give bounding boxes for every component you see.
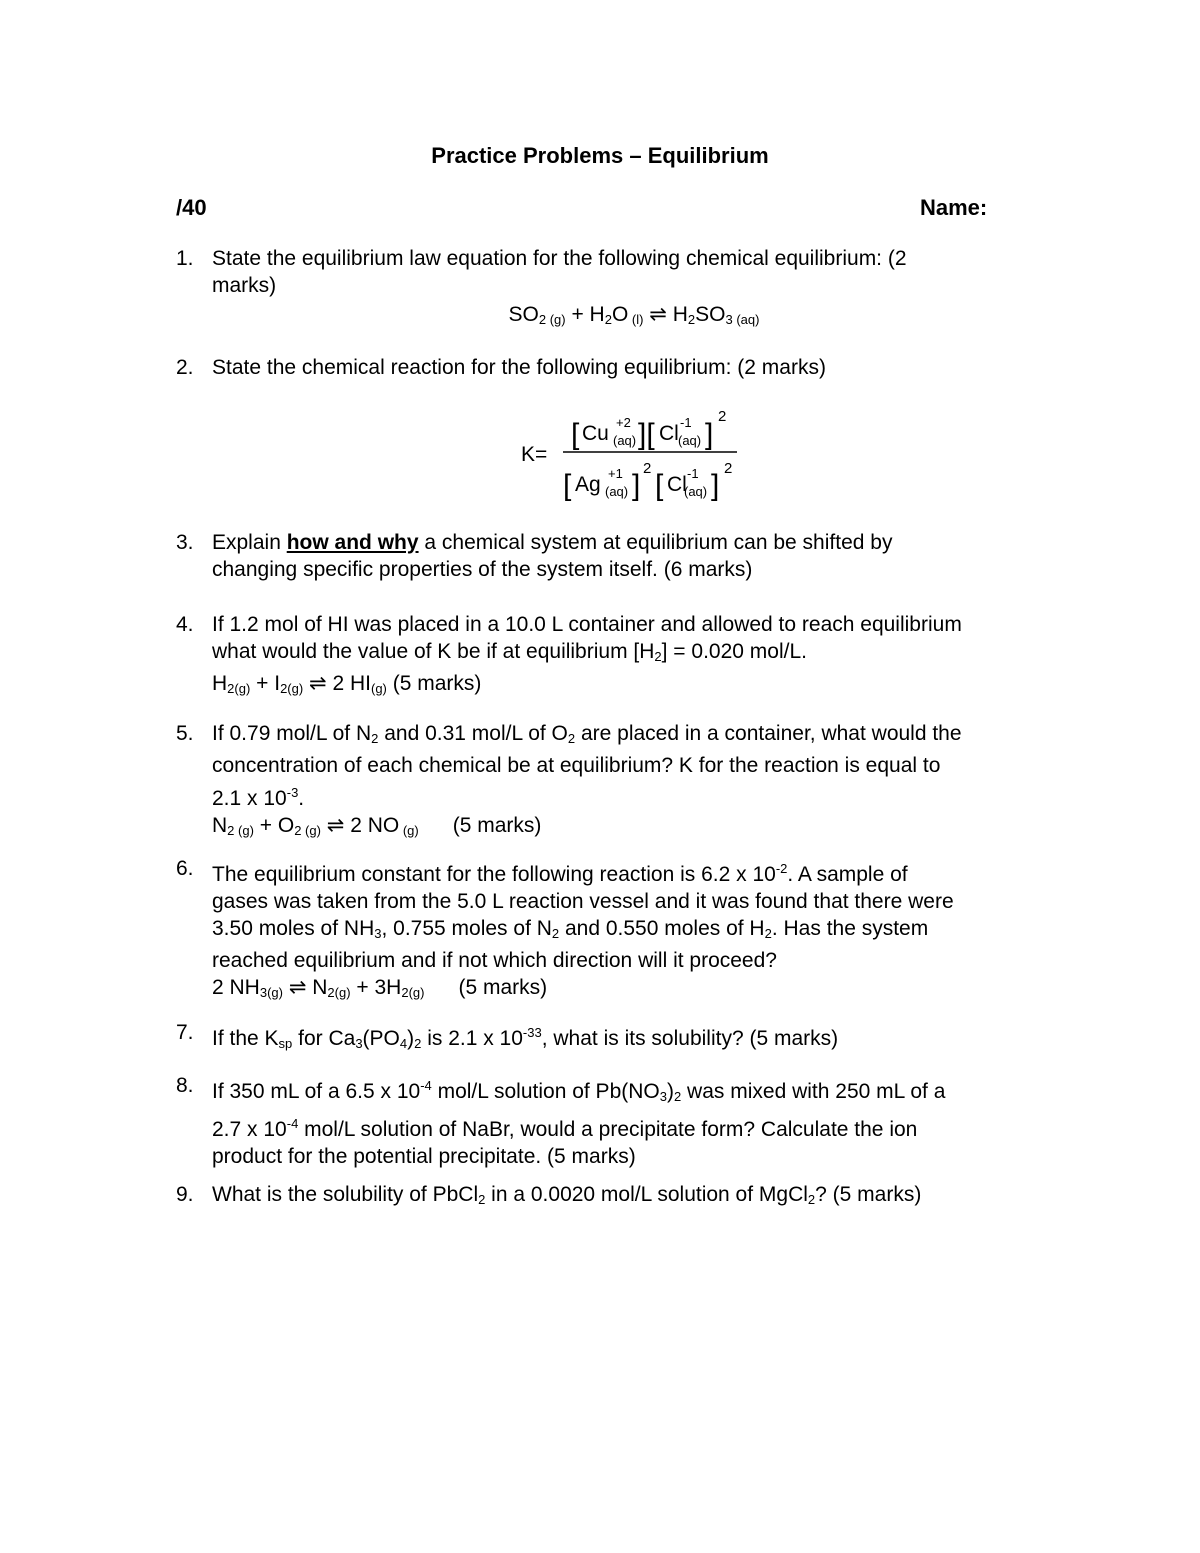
question-text: If the $K_{sp}$ for $Ca_3(PO_4)_2$ is 2.1 x $10^{-33}$, what is its solubility? (5 marks) bbox=[212, 1025, 839, 1051]
question-number: 9. bbox=[176, 1183, 194, 1206]
cu-symbol: Cu bbox=[582, 422, 609, 445]
question-number: 4. bbox=[176, 613, 194, 636]
question-text: marks) bbox=[212, 274, 277, 297]
cl-state: (aq) bbox=[678, 433, 702, 448]
question-7 bbox=[176, 1019, 1076, 1057]
bracket: ][ bbox=[638, 418, 655, 451]
question-5 bbox=[176, 720, 1076, 844]
question-text: product for the potential precipitate. (5 marks) bbox=[212, 1145, 636, 1168]
equation-q5: $N_{2 (g)} + O_{2 (g)}$ ⇌ 2 NO $_{(g)}$ (5 marks) bbox=[212, 814, 542, 838]
question-text: 3.50 moles of $NH_3$, 0.755 moles of $N_2$ and 0.550 moles of $H_2$. Has the system bbox=[212, 917, 929, 941]
equation-q6: 2 $NH_{3(g)}$ ⇌ $N_{2(g)} + 3H_{2(g)}$ (5 marks) bbox=[212, 976, 548, 1000]
equilibrium-expression bbox=[515, 405, 755, 505]
question-6 bbox=[176, 855, 1076, 1006]
question-2 bbox=[176, 354, 1076, 381]
bracket: [ bbox=[655, 469, 664, 502]
question-text: If 1.2 mol of HI was placed in a 10.0 L container and allowed to reach equilibrium bbox=[212, 613, 962, 636]
question-number: 5. bbox=[176, 722, 194, 745]
emphasis-text: how and why bbox=[286, 531, 419, 554]
question-text: The equilibrium constant for the following reaction is 6.2 x $10^{-2}$. A sample of bbox=[212, 861, 908, 886]
question-text: 2.7 x $10^{-4}$ mol/L solution of NaBr, would a precipitate form? Calculate the ion bbox=[212, 1116, 918, 1141]
question-4 bbox=[176, 611, 1076, 702]
exponent: 2 bbox=[643, 460, 652, 477]
name-label: Name: bbox=[920, 195, 988, 220]
ag-state: (aq) bbox=[605, 484, 629, 499]
bracket: ] bbox=[705, 418, 714, 451]
question-9 bbox=[176, 1181, 1076, 1213]
question-text: concentration of each chemical be at equilibrium? K for the reaction is equal to bbox=[212, 754, 941, 777]
question-text: If 350 mL of a 6.5 x $10^{-4}$ mol/L solution of $Pb(NO_3)_2$ was mixed with 250 mL of a bbox=[212, 1078, 946, 1104]
exponent: 2 bbox=[718, 408, 727, 425]
question-1 bbox=[176, 245, 1076, 299]
question-3 bbox=[176, 529, 1076, 583]
cl-state: (aq) bbox=[684, 484, 708, 499]
cl-symbol: Cl bbox=[659, 422, 679, 445]
question-number: 3. bbox=[176, 531, 194, 554]
question-text: If 0.79 mol/L of $N_2$ and 0.31 mol/L of $O_2$ are placed in a container, what would the bbox=[212, 722, 962, 746]
bracket: ] bbox=[711, 469, 720, 502]
ag-charge: +1 bbox=[608, 466, 623, 481]
equation-q4: $H_{2(g)} + I_{2(g)}$ ⇌ 2 $HI_{(g)}$ (5 marks) bbox=[212, 672, 482, 696]
exponent: 2 bbox=[724, 460, 733, 477]
question-text: what would the value of K be if at equilibrium $[H_2] = 0.020$ mol/L. bbox=[212, 640, 807, 664]
question-text: 2.1 x $10^{-3}$. bbox=[212, 785, 305, 810]
question-number: 6. bbox=[176, 857, 194, 880]
page-title: Practice Problems – Equilibrium bbox=[431, 143, 769, 168]
cl-charge: -1 bbox=[680, 415, 692, 430]
question-text: gases was taken from the 5.0 L reaction vessel and it was found that there were bbox=[212, 890, 954, 913]
k-label: K= bbox=[521, 443, 548, 466]
question-number: 8. bbox=[176, 1074, 194, 1097]
ag-symbol: Ag bbox=[575, 473, 601, 496]
bracket: [ bbox=[563, 469, 572, 502]
cl-charge: -1 bbox=[687, 466, 699, 481]
question-text: What is the solubility of PbCl$_2$ in a 0.0020 mol/L solution of MgCl$_2$? (5 marks) bbox=[212, 1183, 922, 1207]
cl-symbol: Cl bbox=[667, 473, 687, 496]
total-score: /40 bbox=[176, 195, 207, 220]
question-text: changing specific properties of the system itself. (6 marks) bbox=[212, 558, 753, 581]
question-text: State the equilibrium law equation for the following chemical equilibrium: (2 bbox=[212, 247, 907, 270]
question-text: reached equilibrium and if not which direction will it proceed? bbox=[212, 949, 777, 972]
question-number: 2. bbox=[176, 356, 194, 379]
question-number: 1. bbox=[176, 247, 194, 270]
cu-state: (aq) bbox=[613, 433, 637, 448]
equation-q1: $SO_2$ $_{(g)} + H_2O$ $_{(l)}$ ⇌ $H_2SO_3$ $_{(aq)}$ bbox=[508, 303, 760, 327]
bracket: [ bbox=[571, 418, 580, 451]
bracket: ] bbox=[632, 469, 641, 502]
question-text: State the chemical reaction for the following equilibrium: (2 marks) bbox=[212, 356, 826, 379]
question-8 bbox=[176, 1072, 1076, 1170]
cu-charge: +2 bbox=[616, 415, 631, 430]
question-number: 7. bbox=[176, 1021, 194, 1044]
question-text: Explain how and why a chemical system at equilibrium can be shifted by bbox=[212, 531, 893, 554]
